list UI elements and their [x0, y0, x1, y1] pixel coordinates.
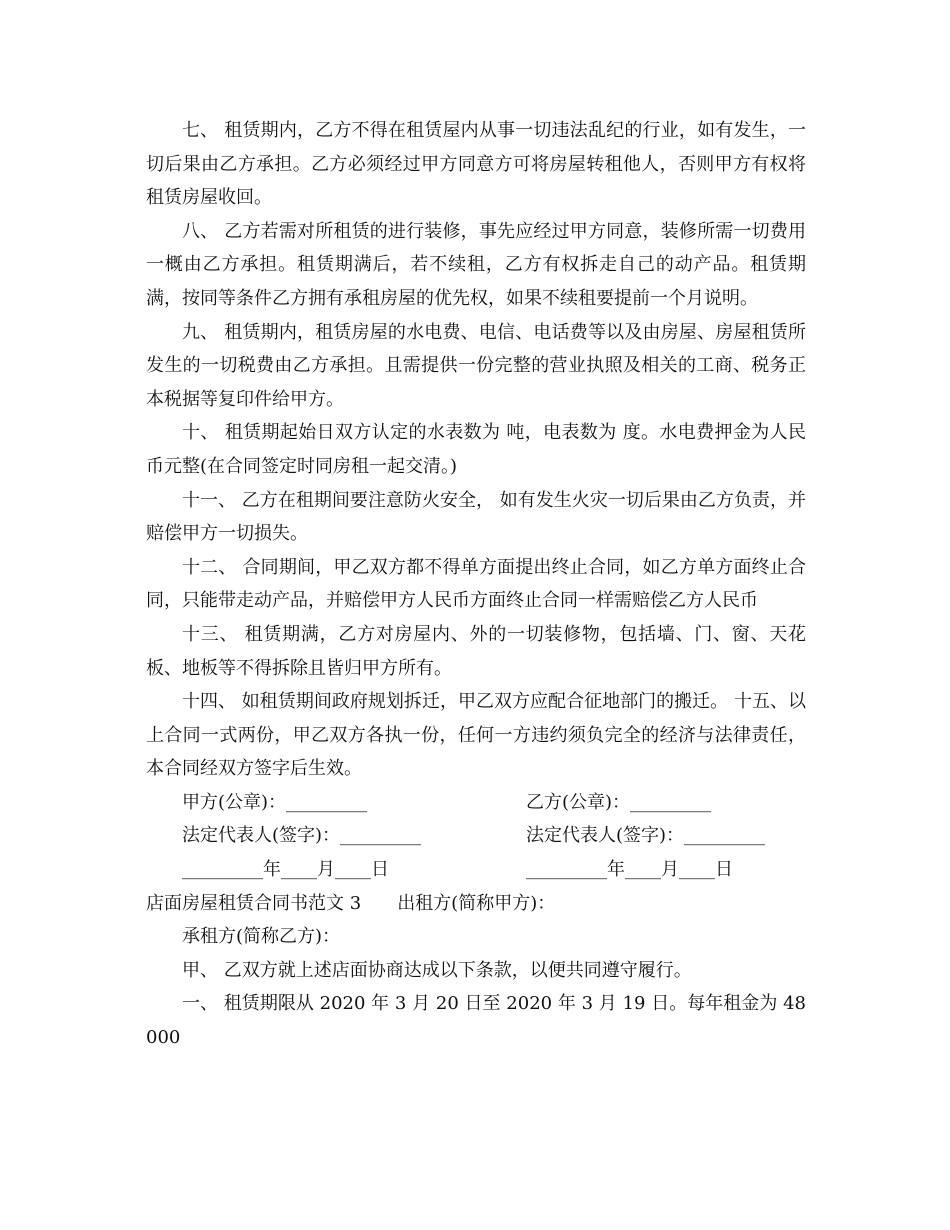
next-contract-heading-row — [146, 887, 806, 921]
next-contract-title: 店面房屋租赁合同书范文 3 — [146, 892, 362, 914]
lessee-label: 承租方(简称乙方)： — [182, 926, 341, 948]
party-a-date: _________年____月____日 — [182, 859, 389, 881]
intro-paragraph: 甲、 乙双方就上述店面协商达成以下条款，以便共同遵守履行。 — [182, 959, 692, 981]
signature-row-date — [146, 853, 806, 887]
lessee-row — [146, 920, 806, 954]
spacer — [361, 887, 397, 921]
clause-12: 十二、 合同期间，甲乙双方都不得单方面提出终止合同，如乙方单方面终止合同，只能带走动产品，并赔偿甲方人民币方面终止合同一样需赔偿乙方人民币 — [146, 556, 806, 612]
party-b-seal: 乙方(公章)：_________ — [526, 791, 712, 813]
clause-11: 十一、 乙方在租期间要注意防火安全， 如有发生火灾一切后果由乙方负责，并赔偿甲方一切损失。 — [146, 489, 806, 545]
clause-1: 一、 租赁期限从 2020 年 3 月 20 日至 2020 年 3 月 19 日。每年租金为 48000 — [146, 993, 806, 1049]
clause-7: 七、 租赁期内，乙方不得在租赁屋内从事一切违法乱纪的行业，如有发生，一切后果由乙方承担。乙方必须经过甲方同意方可将房屋转租他人，否则甲方有权将租赁房屋收回。 — [146, 120, 806, 209]
clause-14-15: 十四、 如租赁期间政府规划拆迁，甲乙双方应配合征地部门的搬迁。 十五、以上合同一式两份，甲乙双方各执一份，任何一方违约须负完全的经济与法律责任，本合同经双方签字后生效。 — [146, 691, 806, 780]
party-a-representative: 法定代表人(签字)：_________ — [182, 825, 422, 847]
signature-row-representative — [146, 819, 806, 853]
signature-row-seal — [146, 786, 806, 820]
document-body — [146, 114, 806, 1055]
clause-8: 八、 乙方若需对所租赁的进行装修，事先应经过甲方同意，装修所需一切费用一概由乙方承担。租赁期满后，若不续租，乙方有权拆走自己的动产品。租赁期满，按同等条件乙方拥有承租房屋的优先权，如果不续租要提前一个月说明。 — [146, 220, 806, 309]
party-b-representative: 法定代表人(签字)：_________ — [526, 825, 766, 847]
party-a-seal: 甲方(公章)：_________ — [182, 791, 368, 813]
clause-9: 九、 租赁期内，租赁房屋的水电费、电信、电话费等以及由房屋、房屋租赁所发生的一切税费由乙方承担。且需提供一份完整的营业执照及相关的工商、税务正本税据等复印件给甲方。 — [146, 321, 806, 410]
lessor-label: 出租方(简称甲方)： — [397, 892, 556, 914]
clause-10: 十、 租赁期起始日双方认定的水表数为 吨，电表数为 度。水电费押金为人民币元整(在合同签定时同房租一起交清。) — [146, 422, 806, 477]
clause-13: 十三、 租赁期满，乙方对房屋内、外的一切装修物，包括墙、门、窗、天花板、地板等不得拆除且皆归甲方所有。 — [146, 623, 806, 679]
party-b-date: _________年____月____日 — [526, 859, 733, 881]
